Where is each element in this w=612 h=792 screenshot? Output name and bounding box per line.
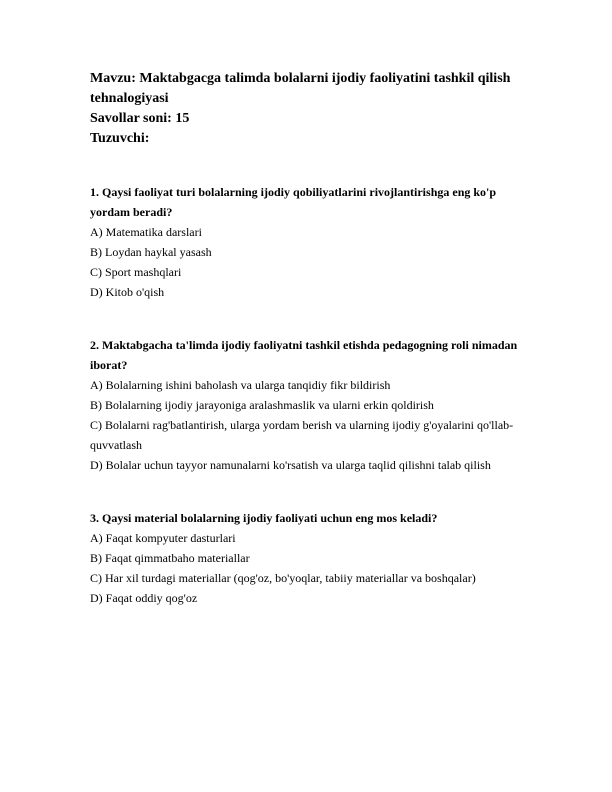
question-3-option-d: D) Faqat oddiy qog'oz <box>90 591 198 605</box>
question-1-text: 1. Qaysi faoliyat turi bolalarning ijodiy qobiliyatlarini rivojlantirishga eng ko'p yordam beradi? <box>90 185 497 219</box>
question-block-2 <box>90 335 522 475</box>
question-1-option-a: A) Matematika darslari <box>90 225 202 239</box>
question-2-option-c: C) Bolalarni rag'batlantirish, ularga yordam berish va ularning ijodiy g'oyalarini qo'llab-quvvatlash <box>90 418 514 452</box>
question-block-3 <box>90 508 522 608</box>
question-count-label: Savollar soni: 15 <box>90 111 190 126</box>
question-3-option-b: B) Faqat qimmatbaho materiallar <box>90 551 250 565</box>
question-block-1 <box>90 182 522 302</box>
question-1-option-b: B) Loydan haykal yasash <box>90 245 212 259</box>
question-3-text: 3. Qaysi material bolalarning ijodiy faoliyati uchun eng mos keladi? <box>90 511 438 525</box>
question-2-option-b: B) Bolalarning ijodiy jarayoniga aralashmaslik va ularni erkin qoldirish <box>90 398 434 412</box>
topic-heading: Mavzu: Maktabgacga talimda bolalarni ijodiy faoliyatini tashkil qilish tehnalogiyasi <box>90 71 511 106</box>
question-1-option-d: D) Kitob o'qish <box>90 285 165 299</box>
question-2-option-d: D) Bolalar uchun tayyor namunalarni ko'rsatish va ularga taqlid qilishni talab qilish <box>90 458 491 472</box>
question-3-option-a: A) Faqat kompyuter dasturlari <box>90 531 236 545</box>
question-2-option-a: A) Bolalarning ishini baholash va ularga tanqidiy fikr bildirish <box>90 378 391 392</box>
author-label: Tuzuvchi: <box>90 131 150 146</box>
question-3-option-c: C) Har xil turdagi materiallar (qog'oz, bo'yoqlar, tabiiy materiallar va boshqalar) <box>90 571 476 585</box>
question-1-option-c: C) Sport mashqlari <box>90 265 182 279</box>
question-2-text: 2. Maktabgacha ta'limda ijodiy faoliyatni tashkil etishda pedagogning roli nimadan iborat? <box>90 338 518 372</box>
